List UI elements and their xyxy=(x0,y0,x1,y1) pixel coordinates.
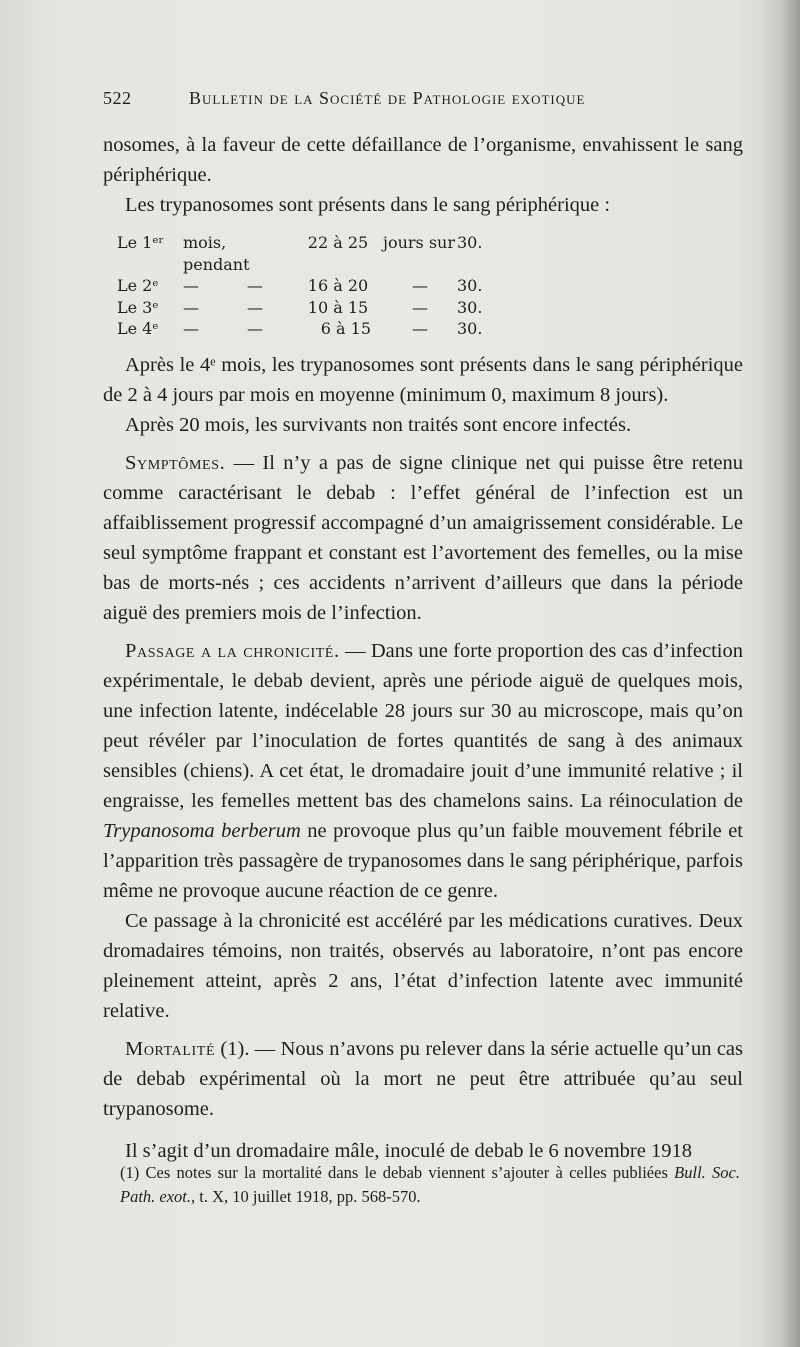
table-cell-month: Le 4ᵉ xyxy=(117,319,159,338)
table-cell-range: 22 à 25 xyxy=(307,233,369,252)
footnote-text xyxy=(120,1161,740,1209)
paragraph-symptomes xyxy=(103,448,743,628)
presence-table xyxy=(117,232,743,340)
table-cell-range: 10 à 15 xyxy=(307,297,369,317)
table-cell-unit: mois, pendant xyxy=(183,233,250,274)
paragraph-chronicite: Ce passage à la chronicité est accéléré par les médications curatives. Deux dromadaires témoins, non traités, observés au laboratoire, n’ont pas encore pleinement atteint, après 2 ans, l’état d’infection latente avec immunité relative. xyxy=(103,909,743,1022)
body-text xyxy=(103,130,743,1166)
paragraph-passage xyxy=(103,636,743,906)
passage-text-1: — Dans une forte proportion des cas d’infection expérimentale, le debab devient, après une période aiguë de quelques mois, une infection latente, indécelable 28 jours sur 30 au microscope, mais qu’on peut révéler par l’inoculation de fortes quantités de sang à des animaux sensibles (chiens). A cet état, le dromadaire jouit d’une immunité relative ; il engraisse, les femelles mettent bas des chamelons sains. La réinoculation de xyxy=(103,639,743,812)
table-cell-range: 16 à 20 xyxy=(307,276,369,295)
table-cell-total: 30. xyxy=(457,319,483,338)
footnote-text-2: , t. X, 10 juillet 1918, pp. 568-570. xyxy=(191,1187,421,1206)
page-number: 522 xyxy=(103,88,132,108)
table-cell-unit: — xyxy=(183,276,199,295)
passage-species-name: Trypanosoma berberum xyxy=(103,819,301,842)
table-cell-range: 6 à 15 xyxy=(320,319,371,338)
table-cell-unit: — xyxy=(183,297,199,317)
table-cell-label: — xyxy=(412,276,428,295)
table-cell-label: jours sur xyxy=(383,233,456,252)
mortalite-text: — Nous n’avons pu relever dans la série actuelle qu’un cas de debab expérimental où la mort ne peut être attribuée qu’au seul trypanosome. xyxy=(103,1037,744,1120)
footnote-journal: Bull. Soc. Path. exot. xyxy=(120,1163,740,1206)
footnote xyxy=(120,1161,740,1209)
symptomes-text: — Il n’y a pas de signe clinique net qui puisse être retenu comme caractérisant le debab : l’effet général de l’infection est un affaiblissement progressif accompagné d’un amaigrissement considérable. Le seul symptôme frappant et constant est l’avortement des femelles, ou la mise bas de morts-nés ; ces accidents n’arrivent d’ailleurs que dans la période aiguë des premiers mois de l’infection. xyxy=(103,451,743,624)
section-heading-passage: Passage a la chronicité. xyxy=(125,639,340,662)
table-cell-month: Le 3ᵉ xyxy=(117,297,159,317)
paragraph-continuation: nosomes, à la faveur de cette défaillance de l’organisme, envahissent le sang périphérique. xyxy=(103,134,743,186)
paragraph-after-4th-month: Après le 4ᵉ mois, les trypanosomes sont présents dans le sang périphérique de 2 à 4 jours par mois en moyenne (minimum 0, maximum 8 jours). xyxy=(103,353,743,406)
table-cell-pendant: — xyxy=(247,319,263,338)
table-row xyxy=(117,297,743,319)
footnote-text-1: Ces notes sur la mortalité dans le debab viennent s’ajouter à celles publiées xyxy=(139,1163,675,1182)
table-cell-month: Le 2ᵉ xyxy=(117,276,159,295)
running-title: Bulletin de la Société de Pathologie exotique xyxy=(189,88,586,108)
passage-text-2: ne provoque plus qu’un faible mouvement fébrile et l’apparition très passagère de trypanosomes dans le sang périphérique, parfois même ne provoque aucune réaction de ce genre. xyxy=(103,819,743,902)
table-cell-total: 30. xyxy=(457,276,483,295)
footnote-reference: (1). xyxy=(215,1037,250,1060)
table-cell-pendant: — xyxy=(247,276,263,295)
paragraph-last-line: Il s’agit d’un dromadaire mâle, inoculé de debab le 6 novembre 1918 xyxy=(125,1139,692,1162)
section-heading-symptomes: Symptômes. xyxy=(125,451,226,474)
paragraph-presence-intro: Les trypanosomes sont présents dans le sang périphérique : xyxy=(125,194,611,216)
section-heading-mortalite: Mortalité xyxy=(125,1037,216,1060)
table-cell-total: 30. xyxy=(457,233,483,252)
table-cell-label: — xyxy=(412,319,428,338)
table-cell-month: Le 1ᵉʳ xyxy=(117,233,165,252)
page-edge-shadow xyxy=(762,0,800,1347)
table-row xyxy=(117,275,743,297)
table-cell-label: — xyxy=(412,297,428,317)
footnote-marker: (1) xyxy=(120,1163,140,1182)
table-row xyxy=(117,232,743,275)
table-cell-unit: — xyxy=(183,319,199,338)
paragraph-mortalite xyxy=(103,1034,743,1124)
table-cell-pendant: — xyxy=(247,297,263,317)
table-cell-total: 30. xyxy=(457,297,483,317)
table-row xyxy=(117,318,743,340)
paragraph-after-20-months: Après 20 mois, les survivants non traités sont encore infectés. xyxy=(125,413,632,436)
